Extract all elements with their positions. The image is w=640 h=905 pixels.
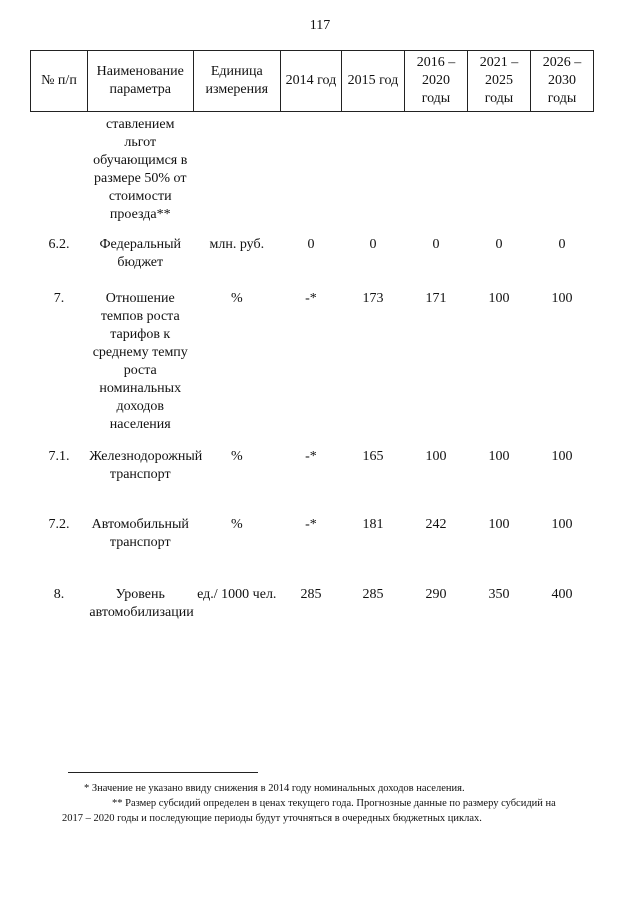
cell-unit xyxy=(193,112,280,233)
table-row xyxy=(31,232,594,288)
cell-2014: -* xyxy=(305,291,317,306)
page-number: 117 xyxy=(309,18,331,33)
cell-number: 7. xyxy=(53,291,65,306)
cell-parameter-name: Автомобильный транспорт xyxy=(91,517,189,550)
cell-2026-2030: 100 xyxy=(551,517,573,532)
cell-number xyxy=(31,112,88,233)
cell-2014 xyxy=(280,112,341,233)
cell-2026-2030: 0 xyxy=(558,237,566,252)
cell-2015: 181 xyxy=(362,517,384,532)
cell-2026-2030: 400 xyxy=(551,587,573,602)
cell-unit: млн. руб. xyxy=(209,237,265,252)
header-parameter-name: Наименование параметра xyxy=(87,51,193,112)
footnote-divider xyxy=(68,772,258,773)
cell-2014: -* xyxy=(305,517,317,532)
header-2021-2025: 2021 – 2025 годы xyxy=(467,51,530,112)
header-2015: 2015 год xyxy=(341,51,404,112)
cell-2021-2025: 100 xyxy=(488,517,510,532)
cell-parameter-name: Железнодорожный транспорт xyxy=(89,449,203,482)
table-row xyxy=(31,514,594,584)
cell-parameter-name: Уровень автомобилизации xyxy=(89,587,194,620)
cell-2016-2020: 242 xyxy=(425,517,447,532)
cell-unit: % xyxy=(230,517,243,532)
table-header-row xyxy=(31,51,594,112)
cell-2016-2020 xyxy=(404,112,467,233)
cell-2021-2025: 350 xyxy=(488,587,510,602)
cell-2016-2020: 0 xyxy=(432,237,440,252)
cell-parameter-name: ставлением льгот обучающимся в размере 50% от стоимости проезда** xyxy=(93,117,188,222)
cell-2015 xyxy=(341,112,404,233)
cell-unit: % xyxy=(230,291,243,306)
cell-number: 7.2. xyxy=(48,517,70,532)
header-2014: 2014 год xyxy=(280,51,341,112)
cell-2026-2030: 100 xyxy=(551,449,573,464)
table-row xyxy=(31,112,594,233)
header-unit: Единица измерения xyxy=(193,51,280,112)
cell-2021-2025: 100 xyxy=(488,291,510,306)
cell-unit: % xyxy=(230,449,243,464)
cell-2014: 285 xyxy=(300,587,322,602)
parameters-table xyxy=(30,50,594,646)
cell-2015: 173 xyxy=(362,291,384,306)
cell-2021-2025: 0 xyxy=(495,237,503,252)
cell-2021-2025: 100 xyxy=(488,449,510,464)
cell-number: 8. xyxy=(53,587,65,602)
cell-2016-2020: 100 xyxy=(425,449,447,464)
cell-parameter-name: Федеральный бюджет xyxy=(99,237,182,270)
cell-number: 6.2. xyxy=(48,237,70,252)
cell-unit: ед./ 1000 чел. xyxy=(197,587,277,602)
footnote-2: ** Размер субсидий определен в ценах текущего года. Прогнозные данные по размеру субсидий на 2017 – 2020 годы и последующие периоды будут уточняться в очередных бюджетных циклах. xyxy=(62,798,556,824)
cell-2015: 165 xyxy=(362,449,384,464)
cell-2026-2030: 100 xyxy=(551,291,573,306)
header-2016-2020: 2016 – 2020 годы xyxy=(404,51,467,112)
cell-2016-2020: 171 xyxy=(425,291,447,306)
cell-2016-2020: 290 xyxy=(425,587,447,602)
cell-2026-2030 xyxy=(530,112,593,233)
cell-2021-2025 xyxy=(467,112,530,233)
header-2026-2030: 2026 – 2030 годы xyxy=(530,51,593,112)
table-row xyxy=(31,288,594,446)
cell-2015: 0 xyxy=(369,237,377,252)
table-row xyxy=(31,446,594,514)
cell-2015: 285 xyxy=(362,587,384,602)
footnote-1: * Значение не указано ввиду снижения в 2014 году номинальных доходов населения. xyxy=(84,783,465,794)
table-row xyxy=(31,584,594,646)
cell-2014: -* xyxy=(305,449,317,464)
cell-2014: 0 xyxy=(307,237,315,252)
cell-number: 7.1. xyxy=(48,449,70,464)
cell-parameter-name: Отношение темпов роста тарифов к среднему темпу роста номинальных доходов населения xyxy=(92,291,188,432)
footnotes xyxy=(62,781,562,826)
header-number: № п/п xyxy=(31,51,88,112)
